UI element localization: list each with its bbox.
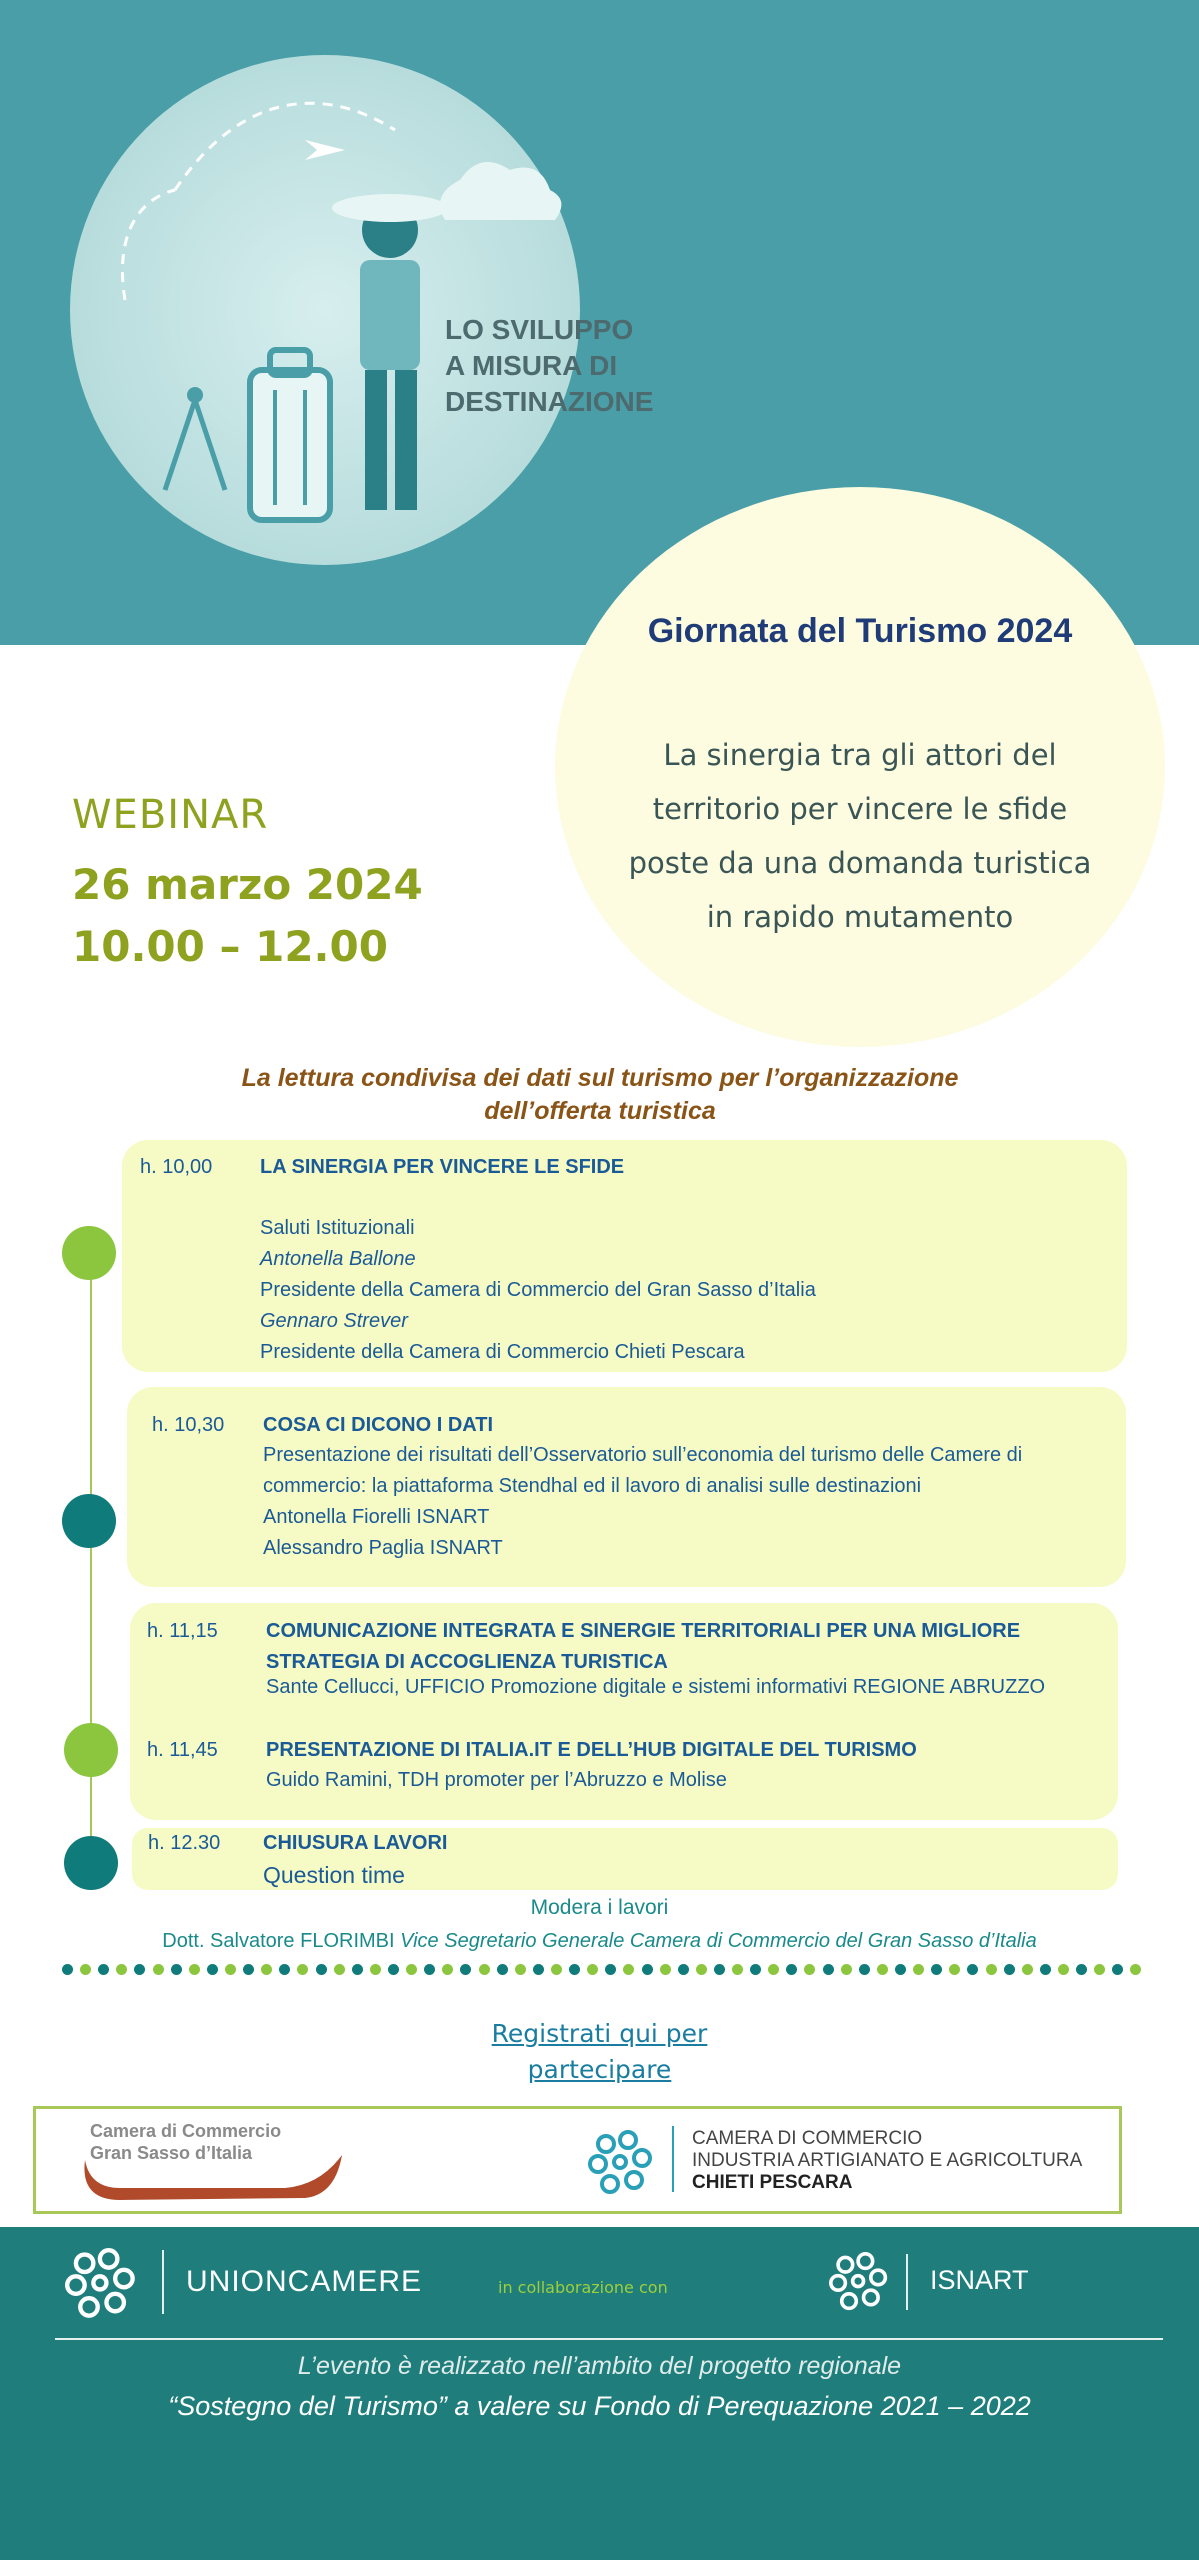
subtitle-line: La lettura condivisa dei dati sul turismo per l’organizzazione xyxy=(241,1064,959,1092)
divider-dot xyxy=(479,1964,490,1975)
divider-dot xyxy=(1040,1964,1051,1975)
session-hour: h. 10,30 xyxy=(152,1414,225,1436)
divider-dot xyxy=(1094,1964,1105,1975)
session-title xyxy=(266,1616,1020,1678)
divider-dot xyxy=(424,1964,435,1975)
divider-dot xyxy=(1076,1964,1087,1975)
divider-dot xyxy=(1130,1964,1141,1975)
divider-dot xyxy=(189,1964,200,1975)
hero-title-line: DESTINAZIONE xyxy=(445,386,654,417)
divider-dot xyxy=(714,1964,725,1975)
footer-separator xyxy=(162,2250,164,2314)
session-line: Antonella Ballone xyxy=(260,1248,416,1270)
session-title: PRESENTAZIONE DI ITALIA.IT E DELL’HUB DIGITALE DEL TURISMO xyxy=(266,1739,917,1761)
subtitle-line: dell’offerta turistica xyxy=(484,1097,716,1125)
divider-dot xyxy=(297,1964,308,1975)
divider-dot xyxy=(551,1964,562,1975)
moderator-org: Camera di Commercio del Gran Sasso d’Italia xyxy=(629,1930,1037,1952)
divider-dot xyxy=(569,1964,580,1975)
divider-dot xyxy=(370,1964,381,1975)
session-line: Guido Ramini, TDH promoter per l’Abruzzo e Molise xyxy=(266,1769,727,1791)
session-hour: h. 11,15 xyxy=(147,1620,218,1642)
description-line: territorio per vincere le sfide xyxy=(652,792,1068,826)
divider-dot xyxy=(1112,1964,1123,1975)
divider-dot xyxy=(949,1964,960,1975)
divider-dot xyxy=(460,1964,471,1975)
divider-dot xyxy=(134,1964,145,1975)
divider-dot xyxy=(841,1964,852,1975)
divider-dot xyxy=(696,1964,707,1975)
session-details xyxy=(266,1765,727,1796)
divider-dot xyxy=(859,1964,870,1975)
divider-dot xyxy=(261,1964,272,1975)
session-hour: h. 12.30 xyxy=(148,1832,221,1854)
cc-chieti-pescara-logo xyxy=(692,2128,1082,2194)
dotted-divider xyxy=(62,1962,1142,1976)
session-line: Saluti Istituzionali xyxy=(260,1217,415,1239)
divider-dot xyxy=(352,1964,363,1975)
divider-dot xyxy=(877,1964,888,1975)
divider-dot xyxy=(243,1964,254,1975)
divider-dot xyxy=(642,1964,653,1975)
divider-dot xyxy=(967,1964,978,1975)
logo-line: Gran Sasso d’Italia xyxy=(90,2143,253,2163)
divider-dot xyxy=(406,1964,417,1975)
event-name: Giornata del Turismo 2024 xyxy=(647,612,1073,650)
logo-line: Camera di Commercio xyxy=(90,2121,282,2141)
cc-gran-sasso-mark xyxy=(80,2150,350,2205)
logo-separator xyxy=(672,2126,674,2192)
divider-dot xyxy=(171,1964,182,1975)
divider-dot xyxy=(116,1964,127,1975)
session-line: Alessandro Paglia ISNART xyxy=(263,1537,503,1559)
divider-dot xyxy=(895,1964,906,1975)
divider-dot xyxy=(80,1964,91,1975)
divider-dot xyxy=(804,1964,815,1975)
session-line: commercio: la piattaforma Stendhal ed il lavoro di analisi sulle destinazioni xyxy=(263,1475,922,1497)
description-line: in rapido mutamento xyxy=(706,900,1014,934)
timeline-dot xyxy=(64,1836,118,1890)
divider-dot xyxy=(1004,1964,1015,1975)
divider-dot xyxy=(660,1964,671,1975)
session-line: Presidente della Camera di Commercio Chieti Pescara xyxy=(260,1341,745,1363)
divider-dot xyxy=(913,1964,924,1975)
divider-dot xyxy=(823,1964,834,1975)
session-details xyxy=(263,1860,405,1891)
session-details xyxy=(266,1672,1045,1703)
hero-title-line: LO SVILUPPO xyxy=(445,314,634,345)
footer-separator xyxy=(906,2254,908,2310)
moderator-line xyxy=(0,1930,1199,1953)
divider-dot xyxy=(153,1964,164,1975)
description-line: La sinergia tra gli attori del xyxy=(663,738,1057,772)
event-type: WEBINAR xyxy=(72,792,269,838)
session-title: CHIUSURA LAVORI xyxy=(263,1832,448,1854)
divider-dot xyxy=(623,1964,634,1975)
session-title: COSA CI DICONO I DATI xyxy=(263,1414,493,1436)
timeline-dot xyxy=(62,1226,116,1280)
session-hour: h. 11,45 xyxy=(147,1739,218,1761)
session-line: Gennaro Strever xyxy=(260,1310,408,1332)
moderator-role: Vice Segretario Generale xyxy=(400,1930,625,1952)
travel-illustration xyxy=(55,40,595,580)
divider-dot xyxy=(533,1964,544,1975)
logo-line: CAMERA DI COMMERCIO xyxy=(692,2128,923,2149)
session-title: LA SINERGIA PER VINCERE LE SFIDE xyxy=(260,1156,625,1178)
divider-dot xyxy=(98,1964,109,1975)
divider-dot xyxy=(334,1964,345,1975)
footer-project: “Sostegno del Turismo” a valere su Fondo di Perequazione 2021 – 2022 xyxy=(168,2391,1031,2421)
divider-dot xyxy=(986,1964,997,1975)
session-details xyxy=(263,1440,1022,1564)
session-line: Question time xyxy=(263,1862,405,1888)
divider-dot xyxy=(786,1964,797,1975)
program-subtitle xyxy=(100,1062,1100,1128)
divider-dot xyxy=(388,1964,399,1975)
hero-title-line: A MISURA DI xyxy=(445,350,618,381)
unioncamere-label: UNIONCAMERE xyxy=(186,2265,423,2298)
collaboration-label: in collaborazione con xyxy=(498,2278,668,2297)
event-description xyxy=(590,728,1130,944)
register-line[interactable]: partecipare xyxy=(527,2055,672,2084)
divider-dot xyxy=(1022,1964,1033,1975)
event-date: 26 marzo 2024 xyxy=(72,860,423,909)
footer-note: L’evento è realizzato nell’ambito del progetto regionale xyxy=(297,2352,902,2380)
session-line: Presidente della Camera di Commercio del Gran Sasso d’Italia xyxy=(260,1279,816,1301)
logo-line: INDUSTRIA ARTIGIANATO E AGRICOLTURA xyxy=(692,2150,1083,2171)
timeline-dot xyxy=(62,1494,116,1548)
session-title-line: STRATEGIA DI ACCOGLIENZA TURISTICA xyxy=(266,1651,668,1673)
divider-dot xyxy=(678,1964,689,1975)
divider-dot xyxy=(768,1964,779,1975)
event-time: 10.00 – 12.00 xyxy=(72,922,388,971)
divider-dot xyxy=(442,1964,453,1975)
session-line: Sante Cellucci, UFFICIO Promozione digitale e sistemi informativi REGIONE ABRUZZO xyxy=(266,1676,1046,1698)
timeline-dot xyxy=(64,1723,118,1777)
divider-dot xyxy=(497,1964,508,1975)
divider-dot xyxy=(207,1964,218,1975)
logo-line: CHIETI PESCARA xyxy=(692,2172,853,2193)
chieti-pescara-emblem-icon xyxy=(588,2130,654,2196)
divider-dot xyxy=(605,1964,616,1975)
session-hour: h. 10,00 xyxy=(140,1156,213,1178)
unioncamere-emblem-icon xyxy=(62,2248,140,2320)
divider-dot xyxy=(515,1964,526,1975)
divider-dot xyxy=(62,1964,73,1975)
isnart-label: ISNART xyxy=(930,2265,1029,2295)
divider-dot xyxy=(732,1964,743,1975)
moderator-heading: Modera i lavori xyxy=(530,1896,669,1919)
moderator-name: Dott. Salvatore FLORIMBI xyxy=(162,1930,395,1952)
description-line: poste da una domanda turistica xyxy=(628,846,1092,880)
session-line: Antonella Fiorelli ISNART xyxy=(263,1506,490,1528)
divider-dot xyxy=(1058,1964,1069,1975)
divider-dot xyxy=(931,1964,942,1975)
hero-title xyxy=(445,312,653,420)
session-title-line: COMUNICAZIONE INTEGRATA E SINERGIE TERRITORIALI PER UNA MIGLIORE xyxy=(266,1620,1021,1642)
isnart-emblem-icon xyxy=(828,2252,890,2312)
footer-divider xyxy=(55,2338,1163,2340)
register-link[interactable] xyxy=(0,2016,1199,2088)
register-line[interactable]: Registrati qui per xyxy=(491,2019,708,2048)
divider-dot xyxy=(225,1964,236,1975)
divider-dot xyxy=(316,1964,327,1975)
session-details xyxy=(260,1213,816,1368)
divider-dot xyxy=(279,1964,290,1975)
divider-dot xyxy=(587,1964,598,1975)
session-line: Presentazione dei risultati dell’Osservatorio sull’economia del turismo delle Camere di xyxy=(263,1444,1023,1466)
divider-dot xyxy=(750,1964,761,1975)
